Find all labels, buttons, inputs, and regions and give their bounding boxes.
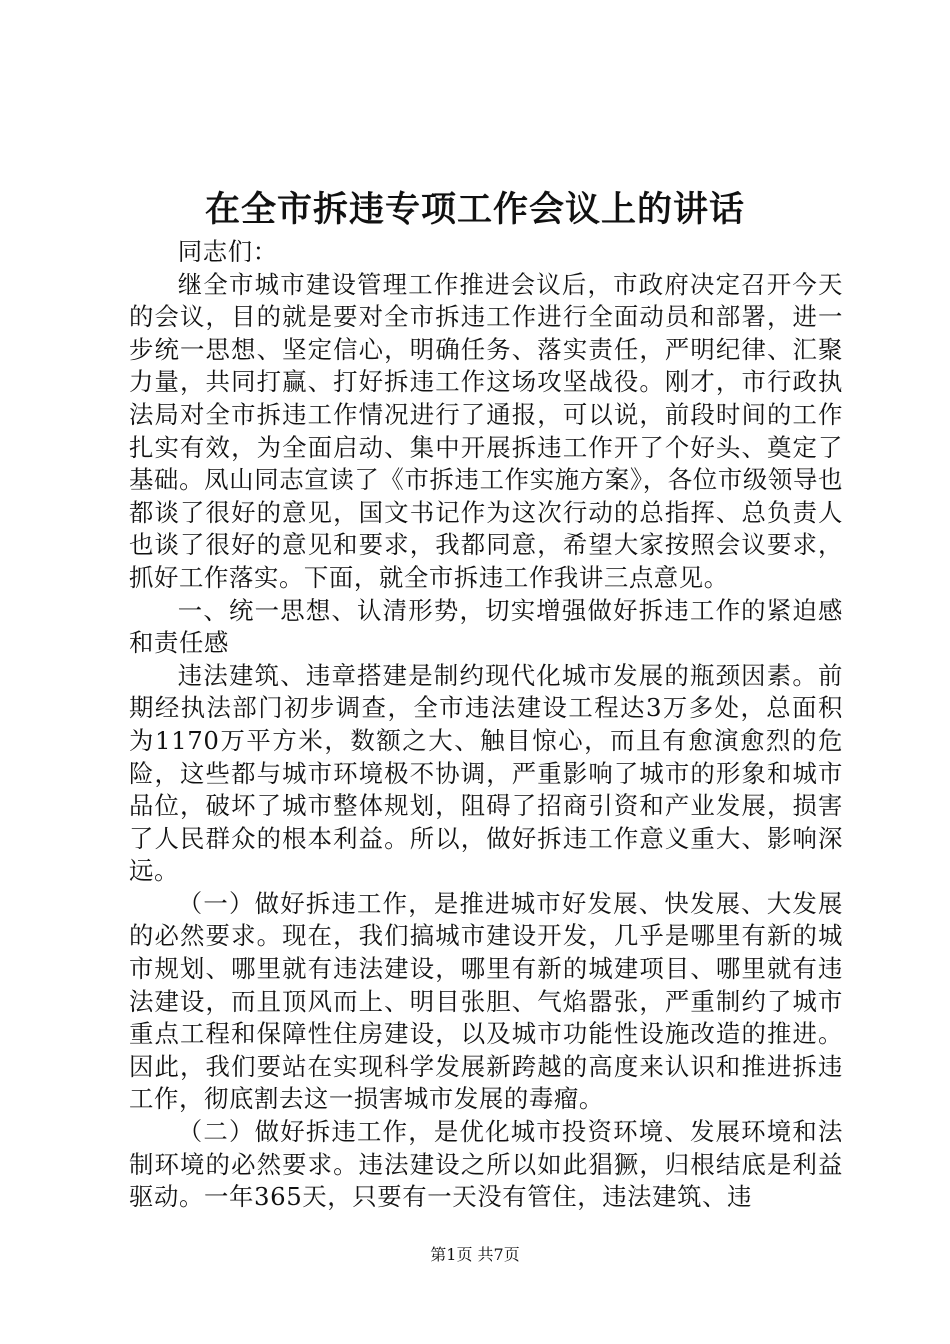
page-number-footer: 第1页 共7页	[430, 1245, 520, 1264]
body-paragraph: 继全市城市建设管理工作推进会议后，市政府决定召开今天的会议，目的就是要对全市拆违工作进行全面动员和部署，进一步统一思想、坚定信心，明确任务、落实责任，严明纪律、汇聚力量，共同打赢、打好拆违工作这场攻坚战役。刚才，市行政执法局对全市拆违工作情况进行了通报，可以说，前段时间的工作扎实有效，为全面启动、集中开展拆违工作开了个好头、奠定了基础。凤山同志宣读了《市拆违工作实施方案》，各位市级领导也都谈了很好的意见，国文书记作为这次行动的总指挥、总负责人也谈了很好的意见和要求，我都同意，希望大家按照会议要求，抓好工作落实。下面，就全市拆违工作我讲三点意见。	[129, 269, 843, 592]
document-title: 在全市拆违专项工作会议上的讲话	[204, 189, 745, 230]
body-paragraph: 违法建筑、违章搭建是制约现代化城市发展的瓶颈因素。前期经执法部门初步调查，全市违法建设工程达3万多处，总面积为1170万平方米，数额之大、触目惊心，而且有愈演愈烈的危险，这些都与城市环境极不协调，严重影响了城市的形象和城市品位，破坏了城市整体规划，阻碍了招商引资和产业发展，损害了人民群众的根本利益。所以，做好拆违工作意义重大、影响深远。	[129, 660, 843, 886]
document-body	[129, 236, 843, 1214]
body-paragraph: （一）做好拆违工作，是推进城市好发展、快发展、大发展的必然要求。现在，我们搞城市建设开发，几乎是哪里有新的城市规划、哪里就有违法建设，哪里有新的城建项目、哪里就有违法建设，而且顶风而上、明目张胆、气焰嚣张，严重制约了城市重点工程和保障性住房建设，以及城市功能性设施改造的推进。因此，我们要站在实现科学发展新跨越的高度来认识和推进拆违工作，彻底割去这一损害城市发展的毒瘤。	[129, 888, 843, 1114]
salutation-paragraph: 同志们：	[177, 237, 278, 266]
body-paragraph: （二）做好拆违工作，是优化城市投资环境、发展环境和法制环境的必然要求。违法建设之所以如此猖獗，归根结底是利益驱动。一年365天，只要有一天没有管住，违法建筑、违	[129, 1117, 843, 1212]
section-heading: 一、统一思想、认清形势，切实增强做好拆违工作的紧迫感和责任感	[129, 595, 843, 658]
